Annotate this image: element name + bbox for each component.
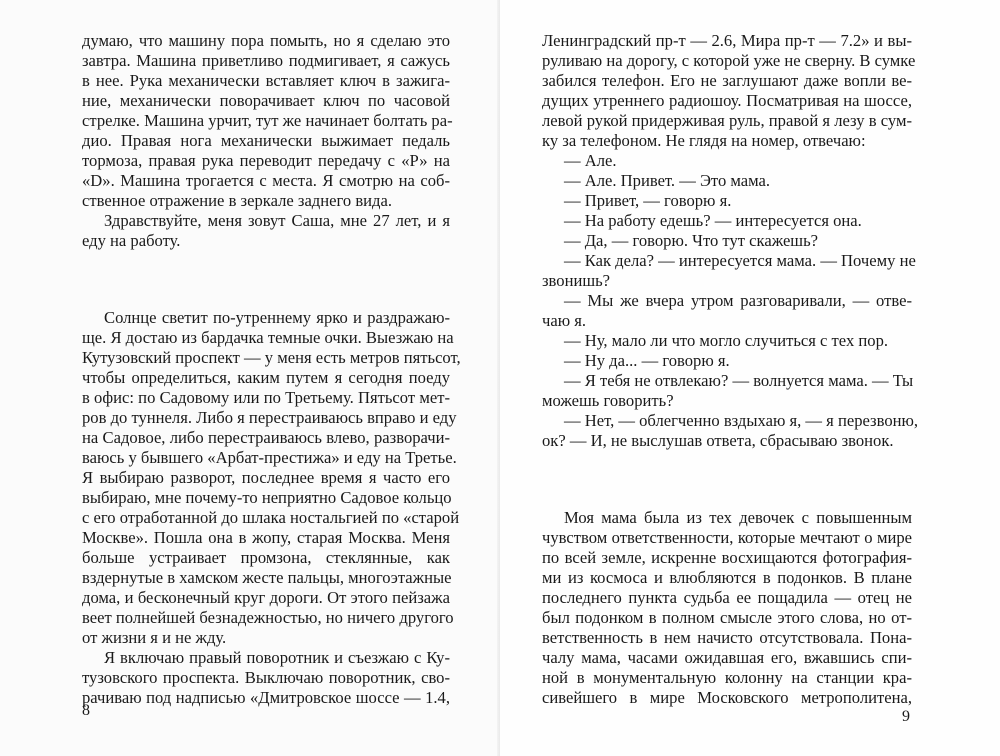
- text-line: больше устраивает промзона, стеклянные, как: [82, 548, 450, 567]
- text-line: дио. Правая нога механически выжимает педаль: [82, 131, 450, 150]
- text-line: выбираю, мне почему-то неприятно Садовое кольцо: [82, 488, 452, 507]
- text-line: ной в монументальную колонну на станции кра-: [542, 668, 912, 687]
- text-line: по всей земле, искренне восхищаются фотография-: [542, 548, 912, 567]
- text-line: вздернутые в хамском жесте пальцы, многоэтажные: [82, 568, 452, 587]
- text-line: был подонком в полном смысле этого слова, но от-: [542, 608, 912, 627]
- text-line: руливаю на дорогу, с которой уже не сверну. В сумке: [542, 51, 916, 70]
- paragraph: [542, 508, 912, 708]
- text-line: левой рукой придерживая руль, правой я лезу в сум-: [542, 111, 912, 130]
- text-line: завтра. Машина приветливо подмигивает, я сажусь: [82, 51, 450, 70]
- text-line: с его отработанной до шлака ностальгией по «старой: [82, 508, 460, 527]
- text-line: Я включаю правый поворотник и съезжаю с Ку-: [104, 648, 450, 667]
- paragraph: [542, 351, 912, 371]
- text-line: Кутузовский проспект — у меня есть метров пятьсот,: [82, 348, 461, 367]
- paragraph: [542, 151, 912, 171]
- text-line: — Я тебя не отвлекаю? — волнуется мама. — Ты: [564, 371, 914, 390]
- text-line: стрелке. Машина урчит, тут же начинает болтать ра-: [82, 111, 453, 130]
- text-line: — На работу едешь? — интересуется она.: [564, 211, 862, 230]
- text-line: можешь говорить?: [542, 391, 674, 410]
- text-line: — Але.: [564, 151, 617, 170]
- text-line: чтобы определиться, каким путем я сегодня поеду: [82, 368, 450, 387]
- text-line: «D». Машина трогается с места. Я смотрю на соб-: [82, 171, 450, 190]
- page-number-left: 8: [82, 702, 90, 719]
- paragraph: [542, 291, 912, 331]
- paragraph: [82, 31, 453, 211]
- text-line: Я выбираю разворот, последнее время я часто его: [82, 468, 450, 487]
- paragraph: [542, 371, 912, 411]
- paragraph: [542, 171, 912, 191]
- text-line: еду на работу.: [82, 231, 181, 250]
- text-line: дущих утреннего радиошоу. Посматривая на шоссе,: [542, 91, 912, 110]
- paragraph: [542, 331, 912, 351]
- paragraph: [542, 251, 916, 291]
- text-line: последнего пункта судьба ее пощадила — отец не: [542, 588, 912, 607]
- text-line: Здравствуйте, меня зовут Саша, мне 27 лет, и я: [104, 211, 450, 230]
- text-line: ми из космоса и влюбляются в подонков. В плане: [542, 568, 912, 587]
- text-line: — Ну да... — говорю я.: [564, 351, 730, 370]
- text-line: — Да, — говорю. Что тут скажешь?: [564, 231, 819, 250]
- text-line: ще. Я достаю из бардачка темные очки. Выезжаю на: [82, 328, 454, 347]
- text-line: рачиваю под надписью «Дмитровское шоссе — 1.4,: [82, 688, 450, 707]
- text-line: ние, механически поворачивает ключ по часовой: [82, 91, 450, 110]
- paragraph: [542, 411, 919, 451]
- text-line: забился телефон. Его не заглушают даже вопли ве-: [542, 71, 912, 90]
- text-line: тормоза, правая рука переводит передачу с «Р» на: [82, 151, 450, 170]
- paragraph: [82, 211, 450, 251]
- text-line: — Але. Привет. — Это мама.: [564, 171, 771, 190]
- text-line: — Нет, — облегченно вздыхаю я, — я перезвоню,: [564, 411, 919, 430]
- paragraph: [542, 211, 912, 231]
- section-break: [542, 451, 912, 508]
- text-line: — Привет, — говорю я.: [564, 191, 732, 210]
- text-line: чаю я.: [542, 311, 587, 330]
- text-line: — Как дела? — интересуется мама. — Почему не: [564, 251, 916, 270]
- text-line: думаю, что машину пора помыть, но я сделаю это: [82, 31, 450, 50]
- page-number-right: 9: [902, 708, 910, 725]
- paragraph: [542, 31, 916, 151]
- text-line: — Ну, мало ли что могло случиться с тех пор.: [564, 331, 889, 350]
- text-line: — Мы же вчера утром разговаривали, — отве-: [564, 291, 912, 310]
- text-line: сивейшего в мире Московского метрополитена,: [542, 688, 912, 707]
- text-line: дома, и бесконечный круг дороги. От этого пейзажа: [82, 588, 450, 607]
- text-line: от жизни я и не жду.: [82, 628, 227, 647]
- paragraph: [82, 308, 461, 648]
- text-line: Солнце светит по-утреннему ярко и раздражаю-: [104, 308, 450, 327]
- text-line: тузовского проспекта. Выключаю поворотник, сво-: [82, 668, 450, 687]
- text-line: звонишь?: [542, 271, 611, 290]
- paragraph: [542, 231, 912, 251]
- text-line: на Садовое, либо перестраиваюсь влево, разворачи-: [82, 428, 450, 447]
- text-line: чалу мама, часами ожидавшая его, вжавшись спи-: [542, 648, 912, 667]
- text-line: ваюсь у бывшего «Арбат-престижа» и еду на Третье.: [82, 448, 457, 467]
- text-line: веет полнейшей безнадежностью, но ничего другого: [82, 608, 454, 627]
- left-page-text: [82, 31, 461, 708]
- paragraph: [82, 648, 450, 708]
- text-line: ров до туннеля. Либо я перестраиваюсь вправо и еду: [82, 408, 457, 427]
- text-line: Ленинградский пр-т — 2.6, Мира пр-т — 7.2» и вы-: [542, 31, 912, 50]
- paragraph: [542, 191, 912, 211]
- text-line: чувством ответственности, которые мечтают о мире: [542, 528, 912, 547]
- text-line: в офис: по Садовому или по Третьему. Пятьсот мет-: [82, 388, 450, 407]
- right-page-text: [542, 31, 919, 708]
- text-line: в нее. Рука механически вставляет ключ в зажига-: [82, 71, 450, 90]
- text-line: ку за телефоном. Не глядя на номер, отвечаю:: [542, 131, 866, 150]
- text-line: Моя мама была из тех девочек с повышенным: [564, 508, 912, 527]
- text-line: ственное отражение в зеркале заднего вида.: [82, 191, 393, 210]
- text-line: Москве». Пошла она в жопу, старая Москва. Меня: [82, 528, 450, 547]
- text-line: ок? — И, не выслушав ответа, сбрасываю звонок.: [542, 431, 894, 450]
- text-line: ветственность в нем начисто отсутствовала. Пона-: [542, 628, 912, 647]
- right-page: [500, 0, 1000, 756]
- section-break: [82, 251, 450, 308]
